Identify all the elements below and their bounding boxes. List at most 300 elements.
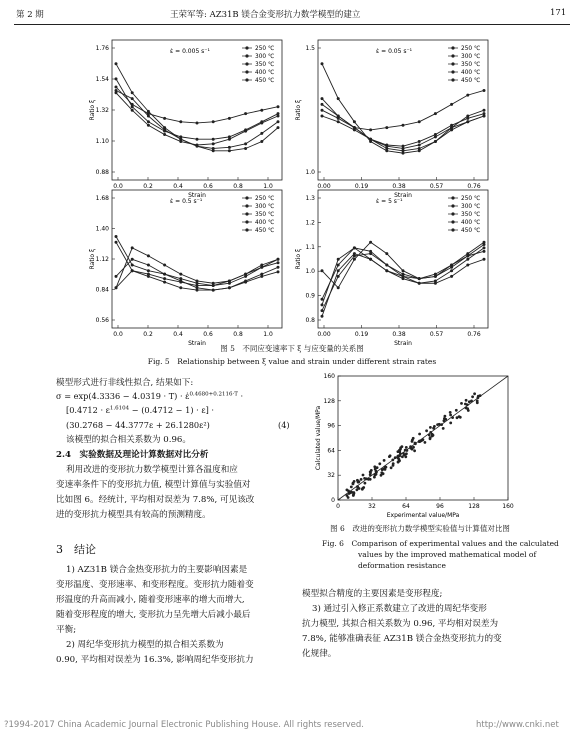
strain-rate-label: ε̇ = 0.5 s⁻¹ [170,198,203,205]
series-circle-marker [353,120,356,123]
series-triangle-marker [228,279,231,282]
y-tick-label: 1.12 [95,256,109,263]
data-point [409,445,412,448]
panel-frame [318,40,488,180]
panel-frame [112,40,282,180]
right-para-l4: 7.8%, 能够准确表征 AZ31B 镁合金热变形抗力的变 [302,634,502,644]
series-circle-marker [483,109,486,112]
y-tick-label: 1.76 [95,45,109,52]
series-square-marker [369,241,372,244]
legend-diamond-marker [451,228,454,231]
panel-frame [112,190,282,328]
data-point [438,423,441,426]
data-point [412,437,415,440]
y-tick-label: 0.84 [95,286,109,294]
series-triangle-marker [115,77,118,80]
data-point [467,409,470,412]
data-point [360,478,363,481]
legend-triangle-marker [245,62,248,65]
series-circle-marker [212,149,215,152]
x-tick-label: 0.6 [203,183,213,190]
series-tri-down-marker [483,243,486,246]
legend-square-marker [451,196,454,199]
series-circle-marker [277,126,280,129]
data-point [455,409,458,412]
x-tick-label: 0.0 [113,183,123,190]
series-diamond-marker [385,145,388,148]
series-circle-marker [115,241,118,244]
y-axis-label: Ratio ξ [89,248,96,270]
series-square-marker [321,97,324,100]
data-point [465,407,468,410]
series-triangle-marker [212,282,215,285]
figure5-caption-en: Fig. 5 Relationship between ξ value and strain under different strain rates [147,357,437,366]
legend-label: 300 ℃ [461,204,481,210]
legend-label: 400 ℃ [461,70,481,76]
data-point [429,431,432,434]
series-square-marker [369,128,372,131]
series-circle-marker [163,277,166,280]
y-tick-label: 32 [327,472,335,480]
y-tick-label: 128 [323,397,335,405]
x-tick-label: 0.8 [233,331,243,338]
series-circle-marker [277,258,280,261]
series-circle-marker [260,140,263,143]
x-tick-label: 160 [502,503,514,510]
figure6-caption-cn: 图 6 改进的变形抗力数学模型实验值与计算值对比图 [330,524,510,533]
series-diamond-marker [131,109,134,112]
y-tick-label: 96 [327,422,335,430]
series-tri-down-marker [163,117,166,120]
figure5-panels [0,28,584,346]
x-tick-label: 0.19 [354,183,369,190]
data-point [477,395,480,398]
series-line [322,110,484,148]
series-diamond-marker [483,250,486,253]
data-point [363,477,366,480]
series-diamond-marker [212,142,215,145]
series-circle-marker [337,264,340,267]
series-tri-down-marker [385,264,388,267]
series-triangle-marker [244,273,247,276]
right-para-l3: 抗力模型, 其拟合相关系数为 0.96, 平均相对误差为 [302,619,499,629]
right-para-l2: 3) 通过引入修正系数建立了改进的周纪华变形 [312,604,487,614]
legend-circle-marker [245,54,248,57]
legend-label: 400 ℃ [255,70,275,76]
x-tick-label: 0.2 [143,183,153,190]
eq-sup: 1.6104 [109,405,130,412]
legend-square-marker [451,46,454,49]
series-diamond-marker [196,289,199,292]
y-tick-label: 1.1 [305,243,315,251]
series-line [322,114,484,146]
data-point [443,417,446,420]
data-point [456,416,459,419]
data-point [465,399,468,402]
series-tri-down-marker [418,140,421,143]
data-point [348,492,351,495]
data-point [406,449,409,452]
series-line [322,104,484,150]
data-point [347,496,350,499]
eq-intro: 模型形式进行非线性拟合, 结果如下: [56,378,194,388]
legend-label: 450 ℃ [255,78,275,84]
x-axis-label: Strain [394,340,412,346]
eq-sup: 0.4680+0.2116·T [189,391,238,398]
figure6-caption-en [322,538,559,571]
legend-tri-down-marker [451,220,454,223]
series-triangle-marker [418,147,421,150]
x-tick-label: 0.8 [233,183,243,190]
series-line [116,93,278,145]
series-square-marker [402,269,405,272]
y-tick-label: 0.88 [95,169,109,176]
series-tri-down-marker [260,109,263,112]
y-tick-label: 1.5 [305,45,315,52]
header-rule [14,24,570,25]
series-line [322,64,484,153]
series-diamond-marker [450,264,453,267]
series-triangle-marker [434,279,437,282]
data-point [369,478,372,481]
data-point [375,473,378,476]
series-diamond-marker [321,109,324,112]
data-point [443,419,446,422]
series-diamond-marker [147,124,150,127]
para-2-4-l4: 进的变形抗力模型具有较高的预测精度。 [56,510,211,520]
y-tick-label: 1.32 [95,107,109,114]
data-point [466,403,469,406]
data-point [444,415,447,418]
data-point [429,426,432,429]
data-point [357,481,360,484]
y-tick-label: 0 [331,497,335,504]
legend-label: 450 ℃ [255,228,275,234]
series-diamond-marker [434,135,437,138]
series-tri-down-marker [277,266,280,269]
equation-line-3 [66,420,210,430]
x-tick-label: 32 [368,503,376,510]
series-square-marker [321,269,324,272]
series-tri-down-marker [212,120,215,123]
strain-rate-label: ε̇ = 0.005 s⁻¹ [170,48,210,55]
legend-triangle-marker [451,62,454,65]
legend-diamond-marker [451,78,454,81]
y-tick-label: 1.54 [95,76,109,83]
right-para-l1: 模型拟合精度的主要因素是变形程度; [302,589,443,599]
series-square-marker [277,120,280,123]
data-point [401,445,404,448]
data-point [440,423,443,426]
series-diamond-marker [115,91,118,94]
data-point [350,486,353,489]
series-diamond-marker [179,140,182,143]
data-point [375,470,378,473]
series-diamond-marker [228,286,231,289]
x-axis-label: Strain [394,192,412,199]
y-tick-label: 1.3 [305,195,315,202]
series-triangle-marker [147,254,150,257]
legend-tri-down-marker [245,70,248,73]
para-3-l4: 随着变形程度的增大, 变形抗力呈先增大后减小最后 [56,610,251,620]
data-point [405,446,408,449]
data-point [432,434,435,437]
series-tri-down-marker [163,273,166,276]
x-tick-label: 0.38 [392,183,406,190]
series-square-marker [353,258,356,261]
series-diamond-marker [418,144,421,147]
y-tick-label: 1.0 [305,268,315,276]
identity-line [338,376,508,500]
series-diamond-marker [228,138,231,141]
series-triangle-marker [337,258,340,261]
legend-label: 250 ℃ [461,196,481,202]
para-3-l3: 形温度的升高而减小, 随着变形速率的增大而增大, [56,595,245,605]
legend-label: 400 ℃ [255,220,275,226]
legend-label: 450 ℃ [461,78,481,84]
data-point [413,449,416,452]
footer-url: http://www.cnki.net [476,720,559,730]
legend-label: 300 ℃ [461,54,481,60]
issue-number: 第 2 期 [16,10,44,20]
x-tick-label: 0 [336,503,340,510]
series-diamond-marker [260,275,263,278]
series-triangle-marker [163,130,166,133]
series-triangle-marker [483,246,486,249]
series-tri-down-marker [277,105,280,108]
series-triangle-marker [196,138,199,141]
series-square-marker [385,252,388,255]
y-tick-label: 160 [323,373,335,380]
data-point [390,466,393,469]
series-circle-marker [163,126,166,129]
x-tick-label: 0.2 [143,331,153,338]
x-tick-label: 0.57 [429,183,444,190]
figure5-caption-cn: 图 5 不同应变速率下 ξ 与应变量的关系图 [220,344,364,353]
series-diamond-marker [337,117,340,120]
x-tick-label: 0.00 [317,183,331,190]
para-3-l5: 平衡; [56,625,77,635]
series-tri-down-marker [115,275,118,278]
data-point [414,442,417,445]
para-3-l1: 1) AZ31B 镁合金热变形抗力的主要影响因素是 [66,565,248,575]
data-point [383,459,386,462]
series-diamond-marker [353,126,356,129]
series-diamond-marker [147,275,150,278]
fit-coefficient-text: 该模型的拟合相关系数为 0.96。 [66,435,191,445]
series-tri-down-marker [179,120,182,123]
running-title: 王荣军等: AZ31B 镁合金变形抗力数学模型的建立 [170,10,361,20]
data-point [369,473,372,476]
data-point [380,471,383,474]
series-diamond-marker [434,273,437,276]
legend-label: 350 ℃ [255,62,275,68]
x-tick-label: 0.76 [467,183,481,190]
series-triangle-marker [418,282,421,285]
legend-label: 250 ℃ [255,196,275,202]
series-tri-down-marker [147,264,150,267]
series-tri-down-marker [337,275,340,278]
series-triangle-marker [277,261,280,264]
data-point [451,416,454,419]
series-line [116,237,278,286]
legend-label: 250 ℃ [255,46,275,52]
figure6-scatter-chart [310,370,520,530]
series-triangle-marker [163,264,166,267]
equation-number: (4) [278,420,290,430]
legend-square-marker [245,46,248,49]
para-3-l2: 变形温度、变形速率、和变形程度。变形抗力随着变 [56,580,254,590]
y-tick-label: 0.8 [305,317,315,324]
series-tri-down-marker [196,121,199,124]
legend-triangle-marker [245,212,248,215]
series-diamond-marker [402,147,405,150]
eq-part: [0.4712 · ε [66,405,110,415]
y-axis-label: Ratio ξ [89,99,96,121]
para-2-4-l1: 利用改进的变形抗力数学模型计算各温度和应 [66,465,238,475]
legend-square-marker [245,196,248,199]
para-2-4-l3: 比如图 6。经统计, 平均相对误差为 7.8%, 可见该改 [56,495,255,505]
series-square-marker [434,112,437,115]
data-point [353,480,356,483]
data-point [470,400,473,403]
para-3-l7: 0.90, 平均相对误差为 16.3%, 影响周纪华变形抗力 [56,655,254,665]
y-tick-label: 1.2 [305,219,315,227]
series-tri-down-marker [131,258,134,261]
series-circle-marker [321,62,324,65]
series-triangle-marker [260,266,263,269]
equation-line-1: σ = exp(4.3336 − 4.0319 · T) · ε̇$^{0.4680+0.2116\cdot T}$ · [56,391,244,401]
series-circle-marker [244,147,247,150]
data-point [373,465,376,468]
y-axis-label: Ratio ξ [295,99,302,121]
series-triangle-marker [212,138,215,141]
series-circle-marker [483,258,486,261]
series-diamond-marker [115,286,118,289]
right-para-l5: 化规律。 [302,649,337,659]
data-point [398,449,401,452]
strain-rate-label: ε̇ = 5 s⁻¹ [376,198,403,205]
series-circle-marker [115,62,118,65]
data-point [449,422,452,425]
data-point [418,433,421,436]
legend-circle-marker [451,204,454,207]
series-circle-marker [466,264,469,267]
series-diamond-marker [212,289,215,292]
series-square-marker [466,94,469,97]
series-square-marker [450,103,453,106]
data-point [356,486,359,489]
series-diamond-marker [260,121,263,124]
series-tri-down-marker [466,117,469,120]
data-point [449,411,452,414]
x-tick-label: 96 [436,503,444,510]
series-diamond-marker [277,115,280,118]
series-tri-down-marker [369,252,372,255]
series-tri-down-marker [131,103,134,106]
data-point [397,457,400,460]
y-tick-label: 1.10 [95,138,109,145]
series-diamond-marker [385,269,388,272]
series-diamond-marker [369,258,372,261]
y-tick-label: 0.9 [305,292,315,300]
data-point [364,482,367,485]
series-square-marker [385,126,388,129]
series-triangle-marker [179,273,182,276]
data-point [362,474,365,477]
legend-triangle-marker [451,212,454,215]
y-axis-label: Calculated value/MPa [315,405,322,471]
series-diamond-marker [466,254,469,257]
series-diamond-marker [418,277,421,280]
legend-tri-down-marker [245,220,248,223]
series-diamond-marker [179,286,182,289]
x-tick-label: 64 [402,503,410,510]
eq-part: − (0.4712 − 1) · ε] · [131,405,214,415]
data-point [411,448,414,451]
series-diamond-marker [163,281,166,284]
legend-label: 450 ℃ [461,228,481,234]
legend-tri-down-marker [451,70,454,73]
x-tick-label: 0.0 [113,331,123,338]
series-triangle-marker [434,140,437,143]
data-point [352,482,355,485]
x-tick-label: 128 [468,503,480,510]
series-triangle-marker [321,303,324,306]
series-triangle-marker [450,269,453,272]
legend-label: 350 ℃ [461,212,481,218]
legend-diamond-marker [245,78,248,81]
data-point [429,436,432,439]
legend-circle-marker [245,204,248,207]
data-point [433,425,436,428]
data-point [428,434,431,437]
series-diamond-marker [244,281,247,284]
data-point [391,459,394,462]
series-triangle-marker [179,135,182,138]
para-2-4-l2: 变速率条件下的变形抗力值, 模型计算值与实验值对 [56,480,251,490]
series-diamond-marker [163,133,166,136]
x-tick-label: 0.57 [429,331,444,338]
x-tick-label: 0.4 [173,183,183,190]
data-point [399,452,402,455]
series-square-marker [115,235,118,238]
x-tick-label: 1.0 [263,331,273,338]
x-axis-label: Strain [188,192,206,199]
series-square-marker [418,120,421,123]
series-diamond-marker [131,269,134,272]
series-circle-marker [131,91,134,94]
series-diamond-marker [277,270,280,273]
series-diamond-marker [196,144,199,147]
y-tick-label: 1.0 [305,169,315,176]
series-triangle-marker [147,120,150,123]
section-2-4-title: 2.4 实验数据及理论计算数据对比分析 [56,450,209,460]
para-3-l6: 2) 周纪华变形抗力模型的拟合相关系数为 [66,640,224,650]
series-tri-down-marker [321,115,324,118]
series-square-marker [228,146,231,149]
data-point [392,462,395,465]
x-tick-label: 0.76 [467,331,481,338]
data-point [459,416,462,419]
series-diamond-marker [466,120,469,123]
series-diamond-marker [244,130,247,133]
data-point [394,456,397,459]
series-diamond-marker [353,252,356,255]
data-point [424,441,427,444]
series-square-marker [483,89,486,92]
x-tick-label: 0.19 [354,331,369,338]
